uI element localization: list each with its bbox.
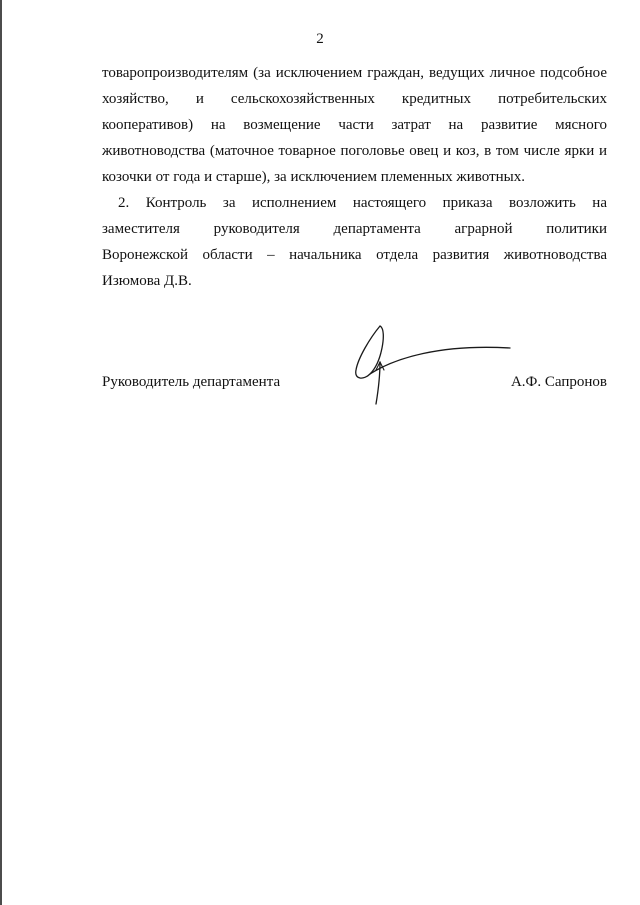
- paragraph-1-line: товаропроизводителям (за исключением граждан, ведущих личное подсобное: [102, 65, 607, 81]
- paragraph-2-line: Изюмова Д.В.: [102, 273, 192, 289]
- paragraph-2: [102, 190, 607, 294]
- page-number: 2: [316, 31, 324, 47]
- paragraph-1-line: козочки от года и старше), за исключением племенных животных.: [102, 169, 525, 185]
- paragraph-2-line: заместителя руководителя департамента аграрной политики: [102, 221, 607, 237]
- paragraph-1-line: хозяйство, и сельскохозяйственных кредитных потребительских: [102, 91, 607, 107]
- paragraph-1: [102, 60, 607, 190]
- paragraph-2-line: Воронежской области – начальника отдела развития животноводства: [102, 247, 607, 263]
- paragraph-2-line: 2. Контроль за исполнением настоящего приказа возложить на: [118, 195, 607, 211]
- paragraph-1-line: животноводства (маточное товарное поголовье овец и коз, в том числе ярки и: [102, 143, 607, 159]
- scan-edge-line: [0, 0, 2, 905]
- paragraph-1-line: кооперативов) на возмещение части затрат на развитие мясного: [102, 117, 607, 133]
- handwritten-signature: [340, 318, 520, 413]
- signer-name: А.Ф. Сапронов: [510, 374, 607, 390]
- signer-role: Руководитель департамента: [102, 374, 281, 390]
